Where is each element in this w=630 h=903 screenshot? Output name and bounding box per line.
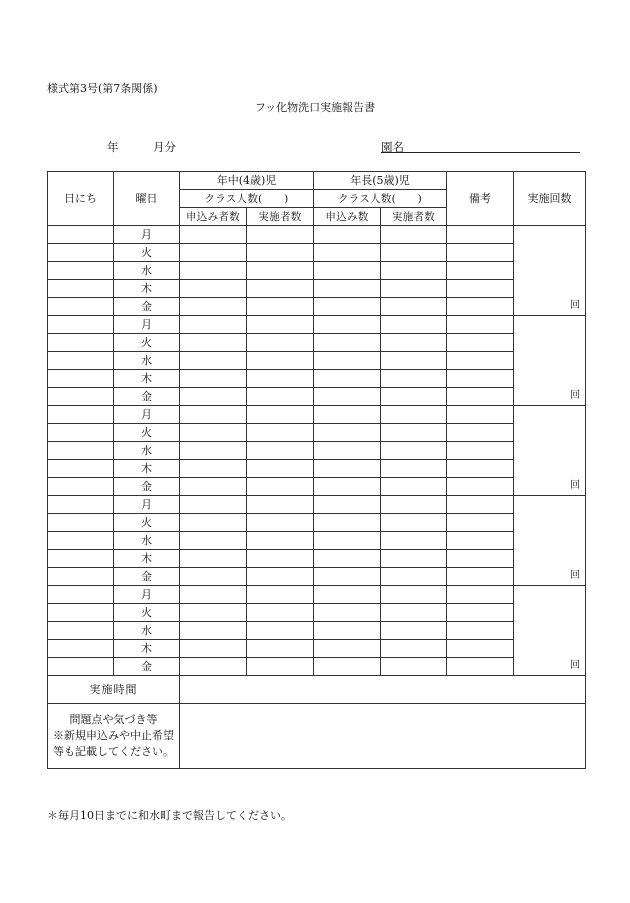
weekday-cell: 水 [114, 532, 180, 550]
notes-cell[interactable] [447, 424, 514, 442]
weekday-cell: 金 [114, 478, 180, 496]
participants-4-cell[interactable] [247, 424, 314, 442]
applicants-5-cell[interactable] [314, 532, 381, 550]
date-cell[interactable] [48, 622, 114, 640]
weekday-cell: 月 [114, 316, 180, 334]
weekday-cell: 月 [114, 226, 180, 244]
date-cell[interactable] [48, 370, 114, 388]
participants-5-cell[interactable] [381, 568, 447, 586]
table-row [48, 550, 586, 568]
applicants-5-cell[interactable] [314, 622, 381, 640]
form-number: 様式第3号(第7条関係) [47, 82, 158, 95]
date-cell[interactable] [48, 604, 114, 622]
participants-5-cell[interactable] [381, 496, 447, 514]
date-cell[interactable] [48, 352, 114, 370]
notes-cell[interactable] [447, 496, 514, 514]
time-input-cell[interactable] [180, 676, 586, 704]
applicants-5-cell[interactable] [314, 604, 381, 622]
applicants-5-cell[interactable] [314, 550, 381, 568]
year-label: 年 [107, 140, 119, 154]
times-unit: 回 [570, 570, 580, 581]
participants-5-cell[interactable] [381, 442, 447, 460]
participants-5-cell[interactable] [381, 478, 447, 496]
applicants-5-cell[interactable] [314, 262, 381, 280]
applicants-4-cell[interactable] [180, 352, 247, 370]
applicants-4-cell[interactable] [180, 568, 247, 586]
applicants-5-cell[interactable] [314, 442, 381, 460]
participants-4-cell[interactable] [247, 622, 314, 640]
table-row [48, 514, 586, 532]
times-unit: 回 [570, 390, 580, 401]
date-cell[interactable] [48, 550, 114, 568]
document-title: フッ化物洗口実施報告書 [254, 101, 376, 114]
applicants-4-cell[interactable] [180, 442, 247, 460]
participants-5-cell[interactable] [381, 262, 447, 280]
participants-5-cell[interactable] [381, 388, 447, 406]
participants-4-cell[interactable] [247, 586, 314, 604]
applicants-4-cell[interactable] [180, 478, 247, 496]
table-row [48, 262, 586, 280]
weekday-cell: 水 [114, 442, 180, 460]
table-row [48, 568, 586, 586]
times-cell[interactable] [514, 316, 586, 406]
date-cell[interactable] [48, 334, 114, 352]
applicants-4-cell[interactable] [180, 262, 247, 280]
applicants-5-cell[interactable] [314, 244, 381, 262]
date-cell[interactable] [48, 424, 114, 442]
participants-5-cell[interactable] [381, 298, 447, 316]
participants-5-cell[interactable] [381, 370, 447, 388]
class-size-4: クラス人数( ) [180, 190, 314, 208]
weekday-cell: 金 [114, 658, 180, 676]
header-group-4: 年中(4歳)児 [180, 172, 314, 190]
applicants-5-cell[interactable] [314, 586, 381, 604]
school-name-label: 園名 [381, 140, 404, 154]
header-applicants-4: 申込み者数 [180, 208, 247, 226]
applicants-5-cell[interactable] [314, 388, 381, 406]
date-cell[interactable] [48, 478, 114, 496]
participants-5-cell[interactable] [381, 532, 447, 550]
weekday-cell: 木 [114, 550, 180, 568]
date-cell[interactable] [48, 226, 114, 244]
weekday-cell: 火 [114, 244, 180, 262]
header-times: 実施回数 [514, 172, 586, 226]
applicants-4-cell[interactable] [180, 550, 247, 568]
notes-cell[interactable] [447, 388, 514, 406]
notes-cell[interactable] [447, 226, 514, 244]
weekday-cell: 水 [114, 352, 180, 370]
header-participants-4: 実施者数 [247, 208, 314, 226]
date-cell[interactable] [48, 298, 114, 316]
participants-4-cell[interactable] [247, 496, 314, 514]
participants-5-cell[interactable] [381, 424, 447, 442]
weekday-cell: 金 [114, 298, 180, 316]
applicants-4-cell[interactable] [180, 532, 247, 550]
table-row [48, 478, 586, 496]
applicants-4-cell[interactable] [180, 658, 247, 676]
header-applicants-5: 申込み数 [314, 208, 381, 226]
table-row [48, 334, 586, 352]
participants-5-cell[interactable] [381, 622, 447, 640]
notes-cell[interactable] [447, 532, 514, 550]
weekday-cell: 木 [114, 370, 180, 388]
participants-4-cell[interactable] [247, 280, 314, 298]
table-row [48, 496, 586, 514]
date-cell[interactable] [48, 514, 114, 532]
time-row [48, 676, 586, 704]
applicants-5-cell[interactable] [314, 514, 381, 532]
table-row [48, 460, 586, 478]
participants-5-cell[interactable] [381, 226, 447, 244]
applicants-4-cell[interactable] [180, 640, 247, 658]
date-cell[interactable] [48, 406, 114, 424]
notes-cell[interactable] [447, 316, 514, 334]
date-cell[interactable] [48, 280, 114, 298]
notes-cell[interactable] [447, 370, 514, 388]
weekday-cell: 水 [114, 622, 180, 640]
participants-4-cell[interactable] [247, 262, 314, 280]
applicants-5-cell[interactable] [314, 280, 381, 298]
participants-4-cell[interactable] [247, 298, 314, 316]
table-row [48, 622, 586, 640]
footnote: ＊毎月10日までに和水町まで報告してください。 [47, 809, 292, 822]
notes-cell[interactable] [447, 604, 514, 622]
table-row [48, 604, 586, 622]
notes-cell[interactable] [447, 568, 514, 586]
times-cell[interactable] [514, 406, 586, 496]
applicants-4-cell[interactable] [180, 388, 247, 406]
weekday-cell: 火 [114, 334, 180, 352]
participants-5-cell[interactable] [381, 550, 447, 568]
applicants-4-cell[interactable] [180, 244, 247, 262]
date-cell[interactable] [48, 442, 114, 460]
applicants-5-cell[interactable] [314, 568, 381, 586]
issues-input-cell[interactable] [180, 704, 586, 769]
table-row [48, 532, 586, 550]
school-name-field[interactable] [381, 152, 580, 153]
header-participants-5: 実施者数 [381, 208, 447, 226]
participants-4-cell[interactable] [247, 478, 314, 496]
date-cell[interactable] [48, 388, 114, 406]
participants-4-cell[interactable] [247, 640, 314, 658]
participants-4-cell[interactable] [247, 550, 314, 568]
notes-cell[interactable] [447, 298, 514, 316]
times-cell[interactable] [514, 496, 586, 586]
weekday-cell: 月 [114, 406, 180, 424]
participants-5-cell[interactable] [381, 586, 447, 604]
issues-label-line: ※新規申込みや中止希望 [53, 729, 174, 742]
date-cell[interactable] [48, 586, 114, 604]
table-row [48, 298, 586, 316]
notes-cell[interactable] [447, 586, 514, 604]
notes-cell[interactable] [447, 622, 514, 640]
weekday-cell: 金 [114, 388, 180, 406]
table-row [48, 280, 586, 298]
date-cell[interactable] [48, 460, 114, 478]
date-cell[interactable] [48, 316, 114, 334]
times-unit: 回 [570, 300, 580, 311]
participants-5-cell[interactable] [381, 640, 447, 658]
applicants-4-cell[interactable] [180, 604, 247, 622]
notes-cell[interactable] [447, 442, 514, 460]
applicants-5-cell[interactable] [314, 226, 381, 244]
table-row [48, 244, 586, 262]
header-weekday: 曜日 [114, 172, 180, 226]
participants-4-cell[interactable] [247, 226, 314, 244]
weekday-cell: 火 [114, 514, 180, 532]
header-notes: 備考 [447, 172, 514, 226]
table-row [48, 316, 586, 334]
date-cell[interactable] [48, 496, 114, 514]
applicants-5-cell[interactable] [314, 424, 381, 442]
table-row [48, 352, 586, 370]
times-unit: 回 [570, 480, 580, 491]
applicants-4-cell[interactable] [180, 586, 247, 604]
participants-5-cell[interactable] [381, 334, 447, 352]
table-row [48, 226, 586, 244]
participants-4-cell[interactable] [247, 388, 314, 406]
notes-cell[interactable] [447, 334, 514, 352]
applicants-4-cell[interactable] [180, 406, 247, 424]
notes-cell[interactable] [447, 514, 514, 532]
participants-4-cell[interactable] [247, 316, 314, 334]
weekday-cell: 木 [114, 640, 180, 658]
notes-cell[interactable] [447, 244, 514, 262]
participants-4-cell[interactable] [247, 532, 314, 550]
times-cell[interactable] [514, 586, 586, 676]
notes-cell[interactable] [447, 352, 514, 370]
time-label: 実施時間 [48, 676, 180, 704]
participants-4-cell[interactable] [247, 352, 314, 370]
applicants-4-cell[interactable] [180, 496, 247, 514]
participants-5-cell[interactable] [381, 352, 447, 370]
applicants-4-cell[interactable] [180, 514, 247, 532]
participants-4-cell[interactable] [247, 604, 314, 622]
notes-cell[interactable] [447, 658, 514, 676]
applicants-5-cell[interactable] [314, 298, 381, 316]
applicants-4-cell[interactable] [180, 334, 247, 352]
notes-cell[interactable] [447, 262, 514, 280]
applicants-4-cell[interactable] [180, 424, 247, 442]
table-row [48, 658, 586, 676]
header-date: 日にち [48, 172, 114, 226]
date-cell[interactable] [48, 568, 114, 586]
month-label: 月分 [153, 140, 176, 154]
participants-4-cell[interactable] [247, 334, 314, 352]
notes-cell[interactable] [447, 640, 514, 658]
table-row [48, 442, 586, 460]
applicants-4-cell[interactable] [180, 370, 247, 388]
date-cell[interactable] [48, 640, 114, 658]
table-row [48, 640, 586, 658]
notes-cell[interactable] [447, 406, 514, 424]
issues-row [48, 704, 586, 769]
report-table [47, 171, 586, 769]
participants-4-cell[interactable] [247, 370, 314, 388]
participants-4-cell[interactable] [247, 442, 314, 460]
weekday-cell: 火 [114, 604, 180, 622]
applicants-4-cell[interactable] [180, 226, 247, 244]
applicants-5-cell[interactable] [314, 460, 381, 478]
applicants-5-cell[interactable] [314, 478, 381, 496]
weekday-cell: 月 [114, 586, 180, 604]
date-cell[interactable] [48, 658, 114, 676]
participants-4-cell[interactable] [247, 658, 314, 676]
applicants-5-cell[interactable] [314, 658, 381, 676]
participants-4-cell[interactable] [247, 460, 314, 478]
times-cell[interactable] [514, 226, 586, 316]
applicants-5-cell[interactable] [314, 316, 381, 334]
date-cell[interactable] [48, 244, 114, 262]
weekday-cell: 木 [114, 280, 180, 298]
header-row-1 [48, 172, 586, 190]
participants-5-cell[interactable] [381, 604, 447, 622]
date-cell[interactable] [48, 262, 114, 280]
participants-4-cell[interactable] [247, 568, 314, 586]
notes-cell[interactable] [447, 478, 514, 496]
participants-5-cell[interactable] [381, 658, 447, 676]
header-group-5: 年長(5歳)児 [314, 172, 447, 190]
table-row [48, 370, 586, 388]
participants-5-cell[interactable] [381, 514, 447, 532]
times-unit: 回 [570, 660, 580, 671]
applicants-4-cell[interactable] [180, 316, 247, 334]
table-row [48, 424, 586, 442]
participants-4-cell[interactable] [247, 514, 314, 532]
issues-label-line: 問題点や気づき等 [69, 713, 158, 726]
notes-cell[interactable] [447, 460, 514, 478]
participants-5-cell[interactable] [381, 280, 447, 298]
applicants-4-cell[interactable] [180, 622, 247, 640]
table-row [48, 388, 586, 406]
weekday-cell: 木 [114, 460, 180, 478]
class-size-5: クラス人数( ) [314, 190, 447, 208]
applicants-4-cell[interactable] [180, 298, 247, 316]
applicants-5-cell[interactable] [314, 496, 381, 514]
table-row [48, 406, 586, 424]
issues-label-line: 等も記載してください。 [53, 745, 174, 758]
participants-4-cell[interactable] [247, 244, 314, 262]
applicants-4-cell[interactable] [180, 460, 247, 478]
applicants-5-cell[interactable] [314, 640, 381, 658]
applicants-5-cell[interactable] [314, 406, 381, 424]
weekday-cell: 火 [114, 424, 180, 442]
notes-cell[interactable] [447, 280, 514, 298]
participants-5-cell[interactable] [381, 316, 447, 334]
participants-5-cell[interactable] [381, 460, 447, 478]
participants-5-cell[interactable] [381, 244, 447, 262]
issues-label [48, 704, 180, 769]
notes-cell[interactable] [447, 550, 514, 568]
table-row [48, 586, 586, 604]
weekday-cell: 月 [114, 496, 180, 514]
participants-5-cell[interactable] [381, 406, 447, 424]
weekday-cell: 金 [114, 568, 180, 586]
applicants-4-cell[interactable] [180, 280, 247, 298]
weekday-cell: 水 [114, 262, 180, 280]
date-cell[interactable] [48, 532, 114, 550]
participants-4-cell[interactable] [247, 406, 314, 424]
applicants-5-cell[interactable] [314, 334, 381, 352]
applicants-5-cell[interactable] [314, 352, 381, 370]
applicants-5-cell[interactable] [314, 370, 381, 388]
